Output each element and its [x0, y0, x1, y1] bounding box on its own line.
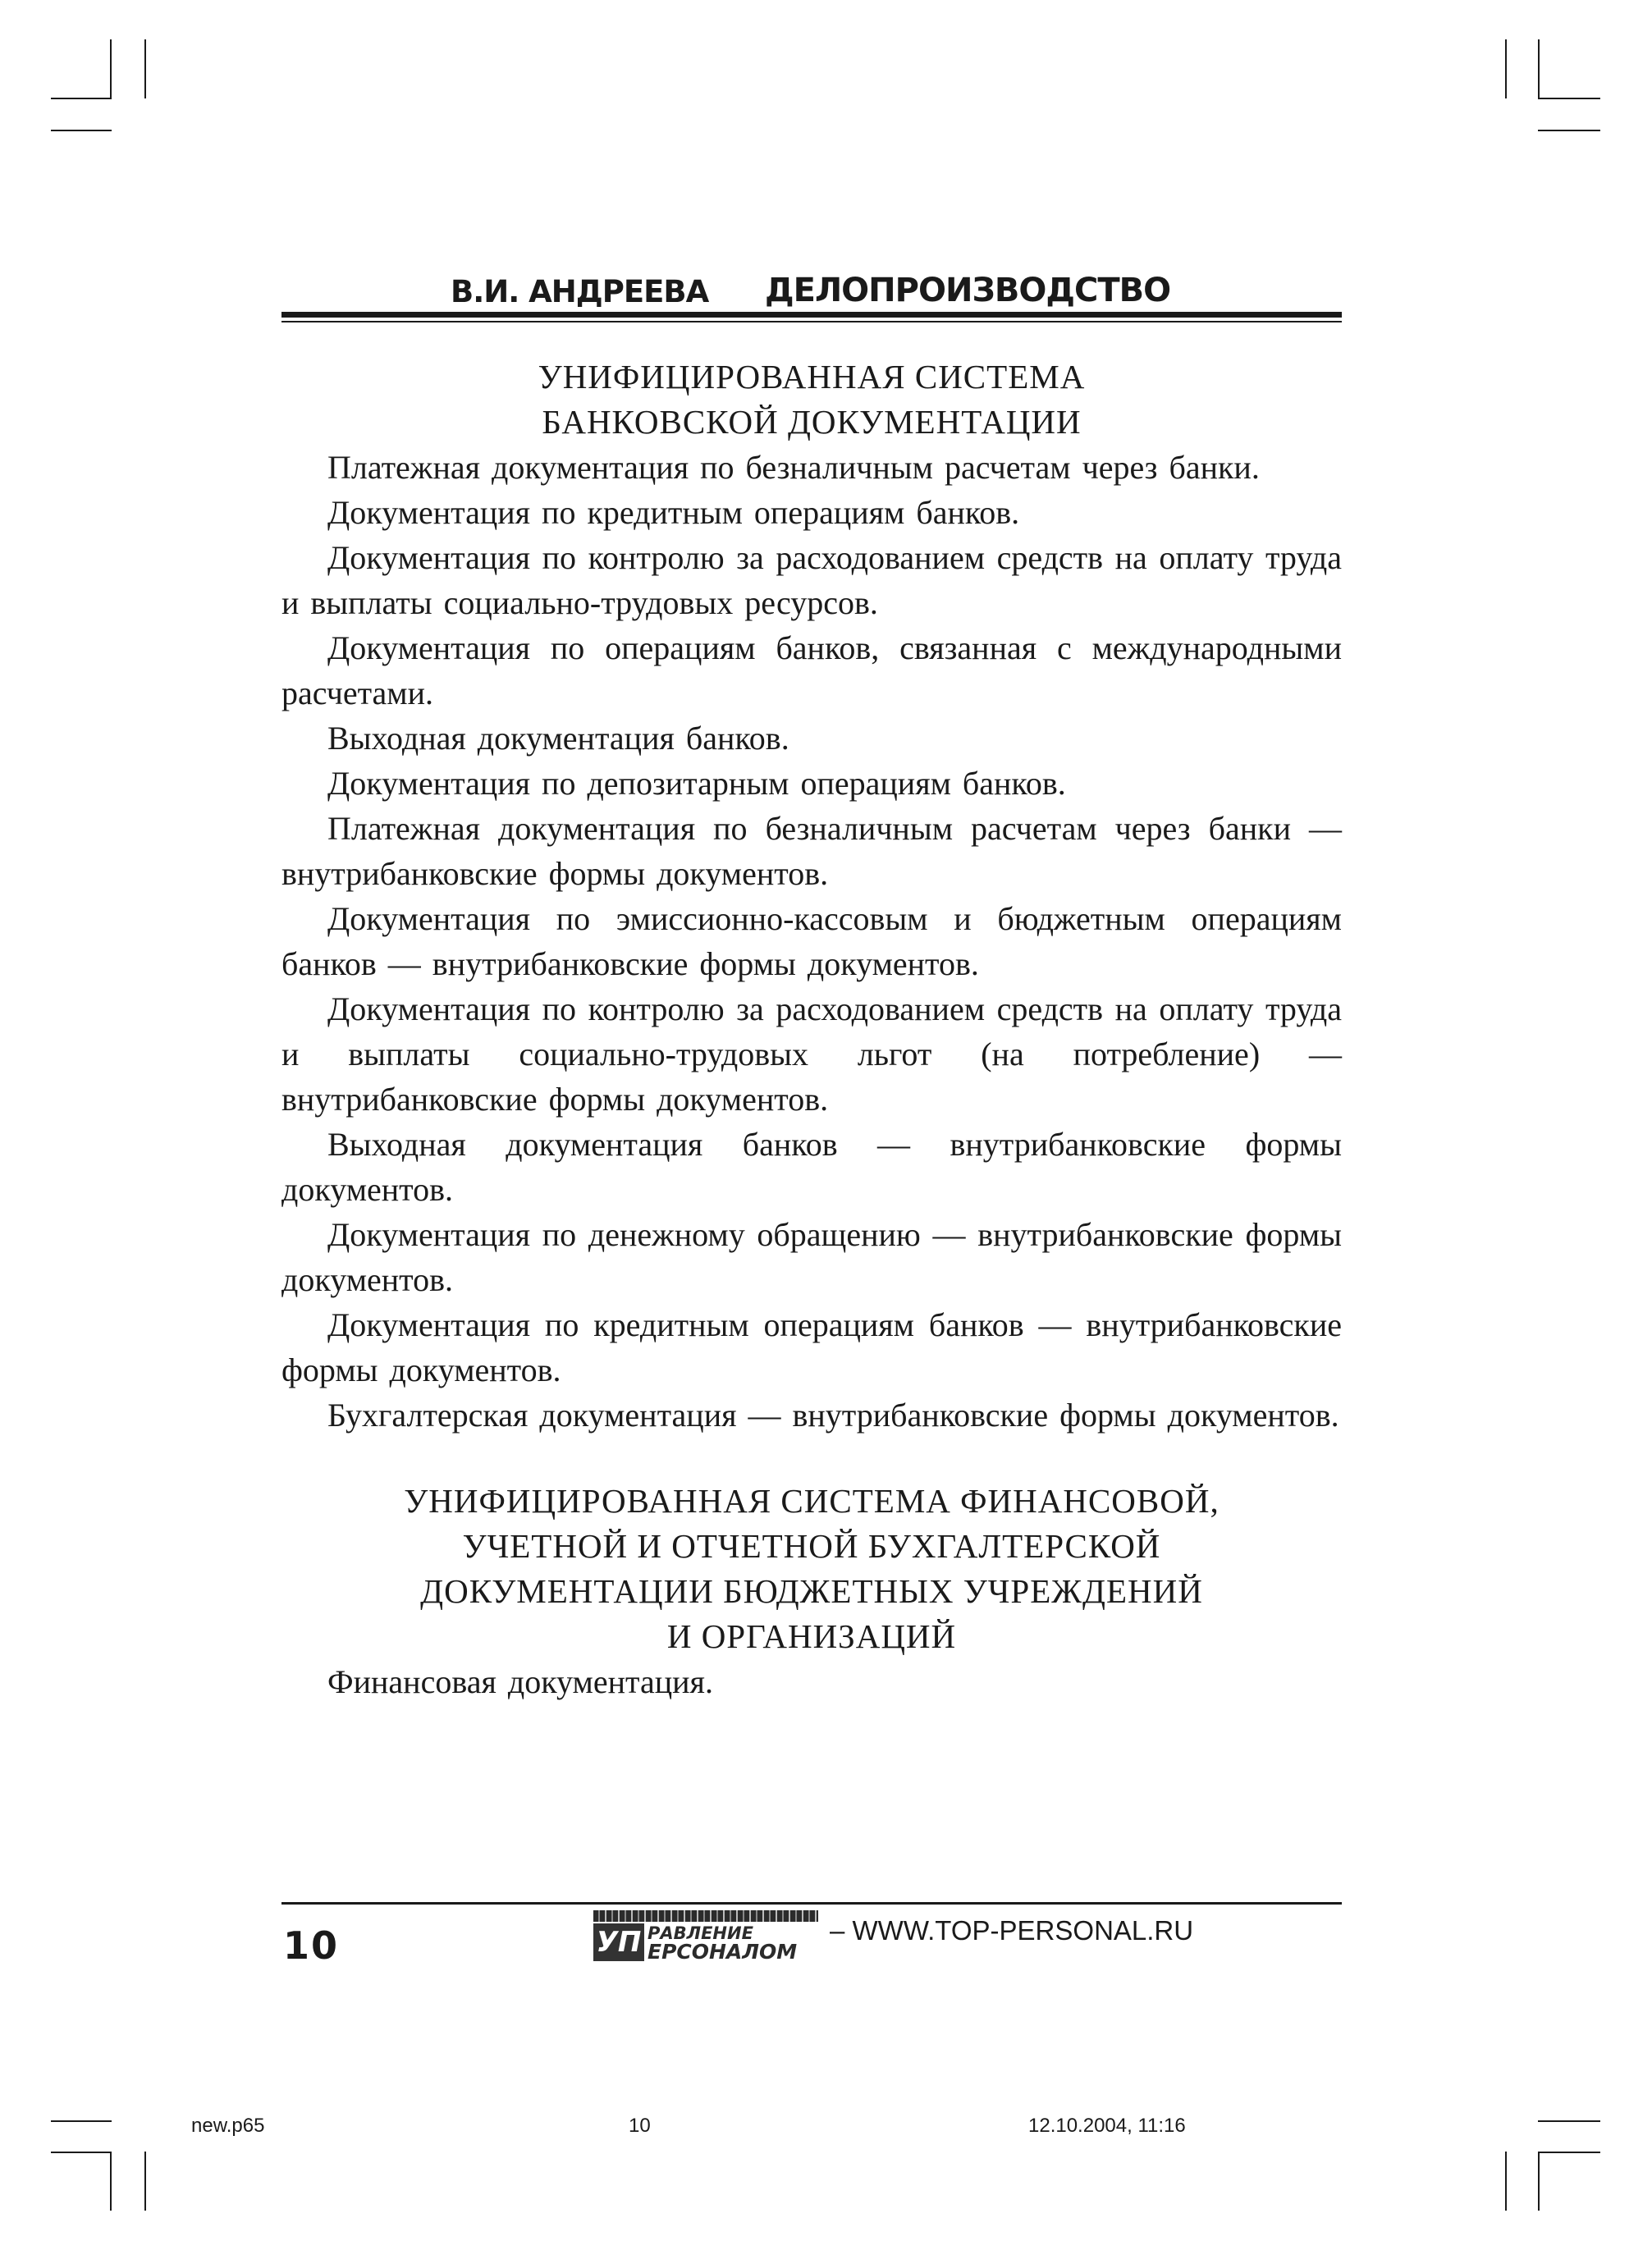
- crop-mark: [51, 130, 112, 131]
- footer-rule: [281, 1902, 1342, 1905]
- paragraph: Документация по операциям банков, связанная с международными расчетами.: [281, 629, 1342, 711]
- heading-line: БАНКОВСКОЙ ДОКУМЕНТАЦИИ: [542, 403, 1082, 441]
- paragraph: Документация по контролю за расходованием средств на оплату труда и выплаты социально-трудовых льгот (на потребление) — внутрибанковские формы документов.: [281, 990, 1342, 1118]
- crop-mark: [1538, 39, 1540, 98]
- heading-line: УНИФИЦИРОВАННАЯ СИСТЕМА ФИНАНСОВОЙ,: [404, 1482, 1220, 1520]
- section-heading: [281, 354, 1342, 445]
- paragraph: Выходная документация банков.: [327, 720, 789, 757]
- slug-page: 10: [629, 2115, 651, 2137]
- crop-mark: [1538, 98, 1600, 99]
- crop-mark: [1505, 2152, 1507, 2211]
- logo-line: ЕРСОНАЛОМ: [648, 1940, 798, 1964]
- paragraph: Платежная документация по безналичным расчетам через банки — внутрибанковские формы документов.: [281, 810, 1342, 892]
- crop-mark: [1538, 2152, 1540, 2211]
- heading-line: И ОРГАНИЗАЦИЙ: [666, 1617, 957, 1655]
- paragraph: Бухгалтерская документация — внутрибанковские формы документов.: [327, 1397, 1339, 1434]
- crop-mark: [1538, 2152, 1600, 2153]
- header-rule-thin: [281, 321, 1342, 322]
- crop-mark: [51, 2120, 112, 2122]
- header-author: В.И. АНДРЕЕВА: [451, 274, 709, 309]
- section-body: [281, 445, 1342, 1438]
- header-book-title: ДЕЛОПРОИЗВОДСТВО: [765, 272, 1171, 309]
- slug-datetime: 12.10.2004, 11:16: [1028, 2115, 1186, 2137]
- paragraph: Документация по денежному обращению — внутрибанковские формы документов.: [281, 1216, 1342, 1298]
- logo-strip: [593, 1910, 818, 1922]
- crop-mark: [51, 2152, 112, 2153]
- website-link[interactable]: – WWW.TOP-PERSONAL.RU: [830, 1915, 1194, 1946]
- crop-mark: [1538, 2120, 1600, 2122]
- slug-file: new.p65: [191, 2115, 265, 2137]
- running-footer: [281, 1902, 1342, 1968]
- heading-line: УЧЕТНОЙ И ОТЧЕТНОЙ БУХГАЛТЕРСКОЙ: [462, 1527, 1161, 1565]
- page-number: 10: [283, 1923, 340, 1968]
- paragraph: Документация по кредитным операциям банков.: [327, 494, 1020, 531]
- section-body: [281, 1659, 1342, 1704]
- paragraph: Документация по кредитным операциям банков — внутрибанковские формы документов.: [281, 1306, 1342, 1388]
- page-content: [281, 271, 1342, 1704]
- crop-mark: [110, 2152, 112, 2211]
- logo-mark: УП: [593, 1923, 644, 1961]
- crop-mark: [144, 39, 146, 98]
- paragraph: Выходная документация банков — внутрибанковские формы документов.: [281, 1126, 1342, 1208]
- paragraph: Финансовая документация.: [327, 1663, 713, 1700]
- crop-mark: [1505, 39, 1507, 98]
- heading-line: УНИФИЦИРОВАННАЯ СИСТЕМА: [538, 358, 1086, 396]
- paragraph: Документация по эмиссионно-кассовым и бюджетным операциям банков — внутрибанковские формы документов.: [281, 900, 1342, 982]
- paragraph: Документация по контролю за расходованием средств на оплату труда и выплаты социально-трудовых ресурсов.: [281, 539, 1342, 621]
- heading-line: ДОКУМЕНТАЦИИ БЮДЖЕТНЫХ УЧРЕЖДЕНИЙ: [420, 1572, 1203, 1610]
- crop-mark: [51, 98, 112, 99]
- crop-mark: [1538, 130, 1600, 131]
- logo-line: РАВЛЕНИЕ: [648, 1923, 753, 1943]
- crop-mark: [144, 2152, 146, 2211]
- section-heading: [281, 1479, 1342, 1659]
- running-header: [281, 271, 1342, 320]
- paragraph: Платежная документация по безналичным расчетам через банки.: [327, 449, 1260, 486]
- paragraph: Документация по депозитарным операциям банков.: [327, 765, 1066, 802]
- publisher-logo: [593, 1910, 818, 1966]
- header-rule-thick: [281, 312, 1342, 318]
- crop-mark: [110, 39, 112, 98]
